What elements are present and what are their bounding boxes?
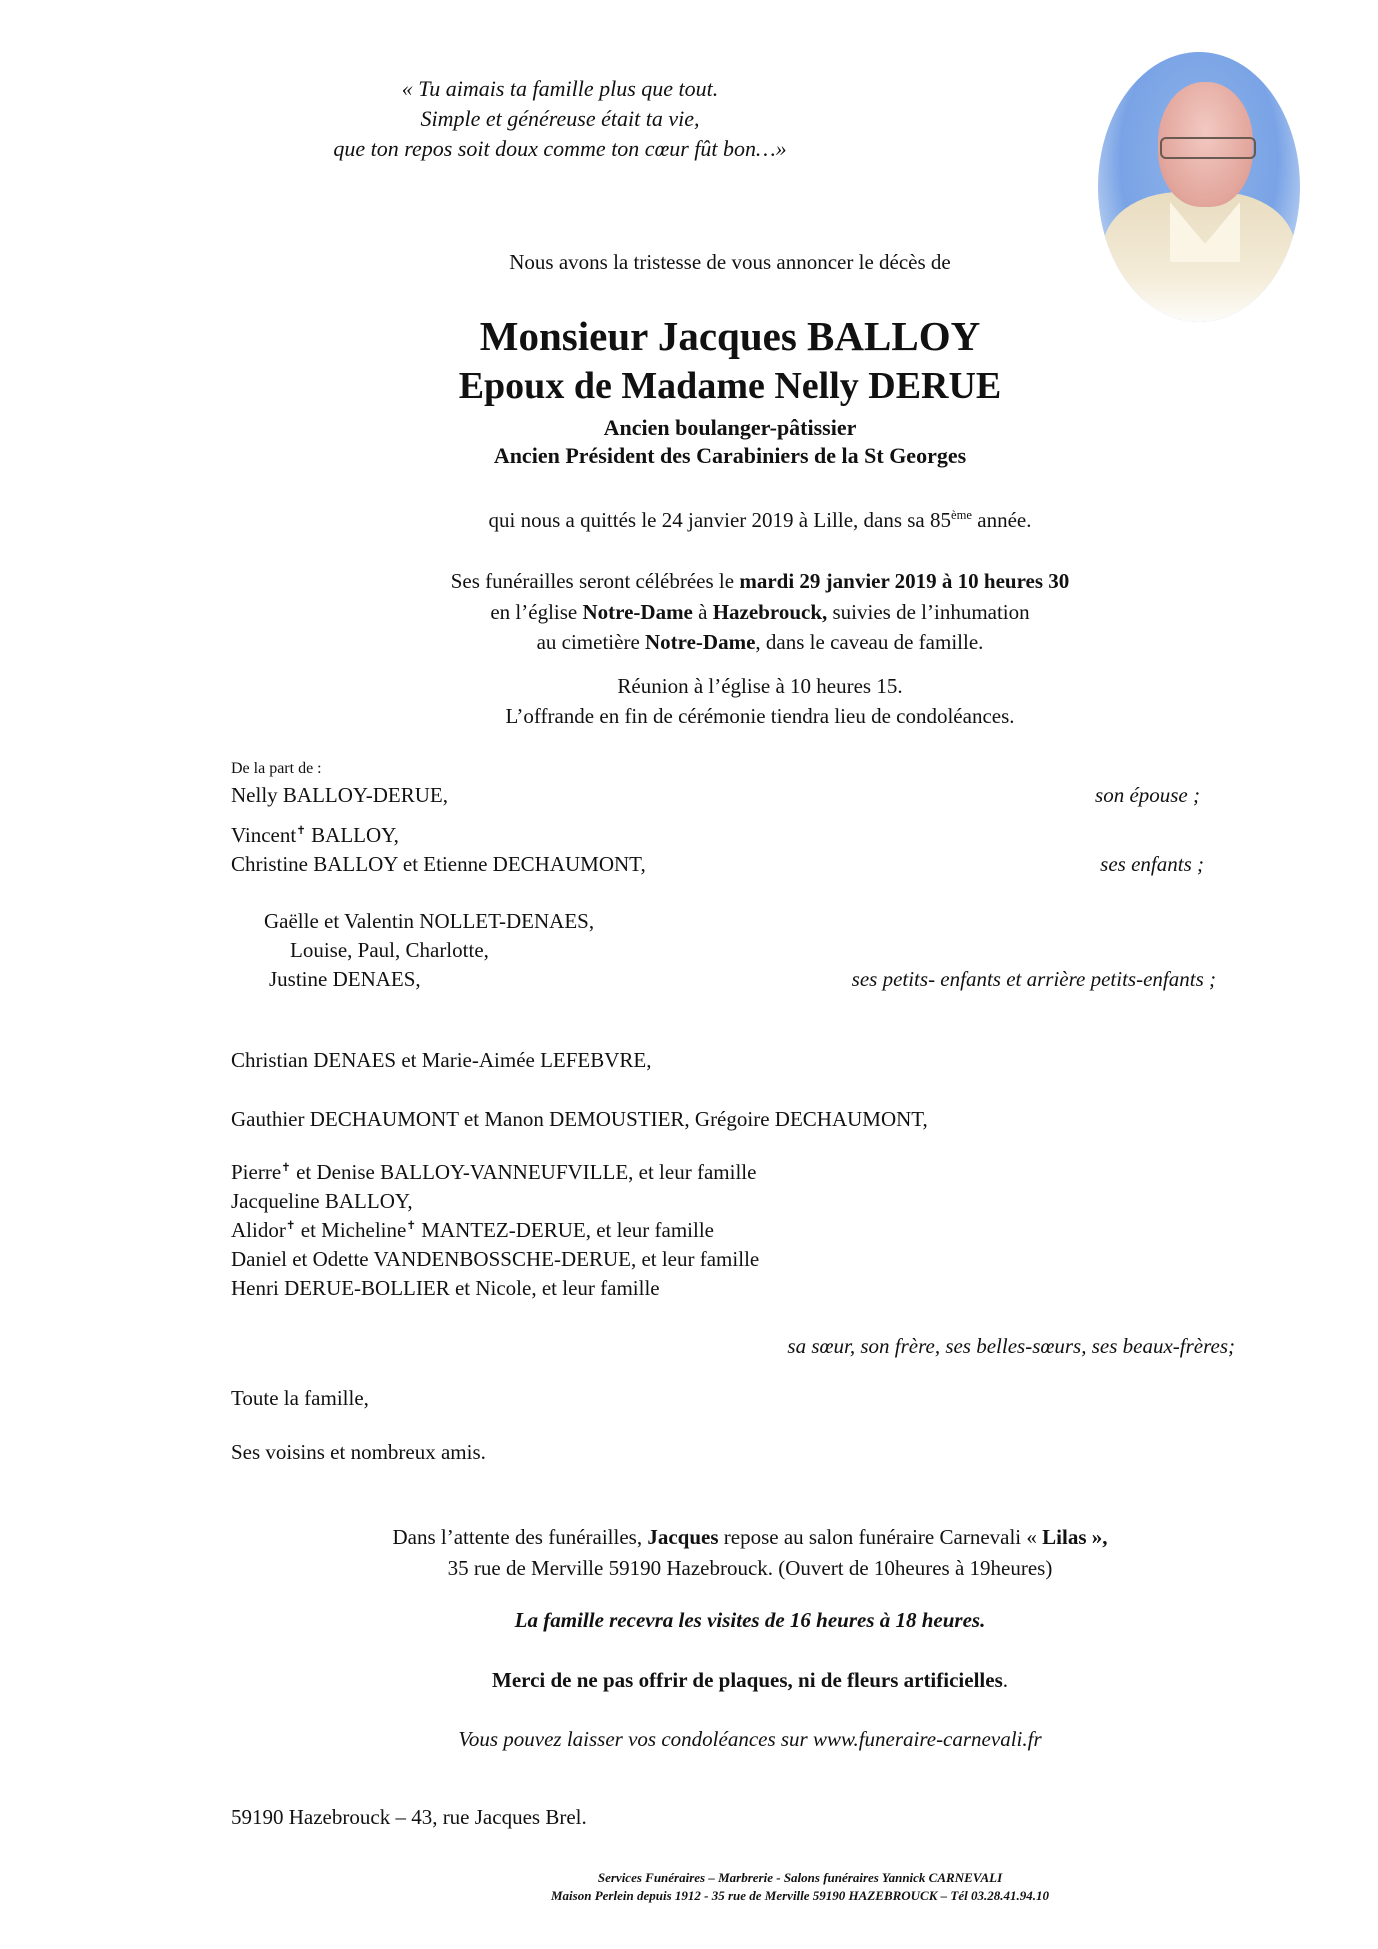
salon-name: Lilas », — [1042, 1525, 1108, 1549]
sibling-1 — [231, 1160, 756, 1185]
sibling-3-rest: MANTEZ-DERUE, et leur famille — [416, 1218, 714, 1242]
child-1-last: BALLOY, — [305, 823, 399, 847]
child-2: Christine BALLOY et Etienne DECHAUMONT, — [231, 852, 646, 876]
funeral-text: en l’église — [490, 600, 583, 624]
deceased-name: Monsieur Jacques BALLOY — [479, 313, 981, 359]
children-relation: ses enfants ; — [1100, 852, 1204, 876]
funeral-date: mardi 29 janvier 2019 à 10 heures 30 — [739, 569, 1070, 593]
rest-text: repose au salon funéraire Carnevali « — [718, 1525, 1043, 1549]
first-name: Jacques — [647, 1525, 719, 1549]
siblings-relation: sa sœur, son frère, ses belles-sœurs, ses beaux-frères; — [787, 1334, 1235, 1358]
spouse-relation: son épouse ; — [1095, 783, 1200, 807]
no-flowers-notice — [300, 1668, 1200, 1693]
neighbors-friends: Ses voisins et nombreux amis. — [231, 1440, 486, 1464]
cross-icon: ✝ — [281, 1162, 291, 1174]
child-1 — [231, 823, 399, 848]
funeral-text: au cimetière — [536, 630, 646, 654]
funeral-text: à — [692, 600, 713, 624]
funeral-line-1 — [380, 569, 1140, 594]
whole-family: Toute la famille, — [231, 1386, 369, 1410]
spouse-name: Nelly BALLOY-DERUE, — [231, 783, 448, 807]
title-president: Ancien Président des Carabiniers de la St Georges — [493, 443, 967, 468]
period: . — [1002, 1668, 1008, 1692]
grandchild-3: Justine DENAES, — [269, 967, 421, 991]
church-name: Notre-Dame — [582, 600, 693, 624]
cross-icon: ✝ — [296, 825, 306, 837]
sibling-3-first: Alidor — [231, 1218, 286, 1242]
visiting-hours: La famille recevra les visites de 16 heures à 18 heures. — [514, 1608, 986, 1632]
funeral-text: Ses funérailles seront célébrées le — [450, 569, 740, 593]
sibling-1-first: Pierre — [231, 1160, 282, 1184]
other-family-2: Gauthier DECHAUMONT et Manon DEMOUSTIER, Grégoire DECHAUMONT, — [231, 1107, 928, 1131]
city-name: Hazebrouck, — [712, 600, 828, 624]
condolences-link-text: Vous pouvez laisser vos condoléances sur www.funeraire-carnevali.fr — [458, 1727, 1042, 1751]
epigraph-quote — [280, 74, 840, 164]
cross-icon: ✝ — [285, 1220, 296, 1232]
photo-glasses — [1160, 137, 1256, 159]
funeral-text: , dans le caveau de famille. — [755, 630, 984, 654]
sibling-2: Jacqueline BALLOY, — [231, 1189, 413, 1213]
quote-line-3: que ton repos soit doux comme ton cœur fût bon…» — [333, 136, 787, 161]
rest-announcement — [300, 1525, 1200, 1550]
death-notice — [380, 508, 1140, 533]
reunion-line: Réunion à l’église à 10 heures 15. — [617, 674, 903, 698]
death-text: qui nous a quittés le 24 janvier 2019 à Lille, dans sa 85 — [488, 508, 952, 532]
quote-line-2: Simple et généreuse était ta vie, — [420, 106, 700, 131]
footer-contact: Maison Perlein depuis 1912 - 35 rue de Merville 59190 HAZEBROUCK – Tél 03.28.41.94.10 — [551, 1888, 1049, 1903]
ordinal-suffix: ème — [951, 508, 972, 522]
salon-address: 35 rue de Merville 59190 Hazebrouck. (Ouvert de 10heures à 19heures) — [447, 1556, 1053, 1580]
sibling-4: Daniel et Odette VANDENBOSSCHE-DERUE, et leur famille — [231, 1247, 760, 1271]
rest-text: Dans l’attente des funérailles, — [392, 1525, 648, 1549]
grandchildren-relation: ses petits- enfants et arrière petits-enfants ; — [851, 967, 1216, 991]
family-address: 59190 Hazebrouck – 43, rue Jacques Brel. — [231, 1805, 587, 1829]
funeral-text: suivies de l’inhumation — [827, 600, 1030, 624]
funeral-line-2 — [380, 600, 1140, 625]
occupation: Ancien boulanger-pâtissier — [603, 415, 857, 440]
portrait-photo-icon — [1098, 52, 1300, 322]
other-family-1: Christian DENAES et Marie-Aimée LEFEBVRE, — [231, 1048, 652, 1072]
no-flowers-text: Merci de ne pas offrir de plaques, ni de fleurs artificielles — [492, 1668, 1003, 1692]
funeral-line-3 — [380, 630, 1140, 655]
death-text-end: année. — [972, 508, 1032, 532]
intro-text: Nous avons la tristesse de vous annoncer le décès de — [509, 250, 951, 274]
cross-icon: ✝ — [406, 1220, 416, 1232]
quote-line-1: « Tu aimais ta famille plus que tout. — [401, 76, 719, 101]
child-1-first: Vincent — [231, 823, 297, 847]
spouse-title: Epoux de Madame Nelly DERUE — [458, 365, 1002, 407]
sibling-1-rest: et Denise BALLOY-VANNEUFVILLE, et leur famille — [290, 1160, 757, 1184]
cemetery-name: Notre-Dame — [645, 630, 756, 654]
sibling-5: Henri DERUE-BOLLIER et Nicole, et leur famille — [231, 1276, 660, 1300]
grandchild-2: Louise, Paul, Charlotte, — [290, 938, 489, 962]
grandchild-1: Gaëlle et Valentin NOLLET-DENAES, — [264, 909, 595, 933]
offering-line: L’offrande en fin de cérémonie tiendra lieu de condoléances. — [505, 704, 1015, 728]
family-header: De la part de : — [231, 760, 322, 777]
sibling-3-mid: et Micheline — [295, 1218, 407, 1242]
footer-company: Services Funéraires – Marbrerie - Salons funéraires Yannick CARNEVALI — [597, 1870, 1003, 1885]
sibling-3 — [231, 1218, 714, 1243]
